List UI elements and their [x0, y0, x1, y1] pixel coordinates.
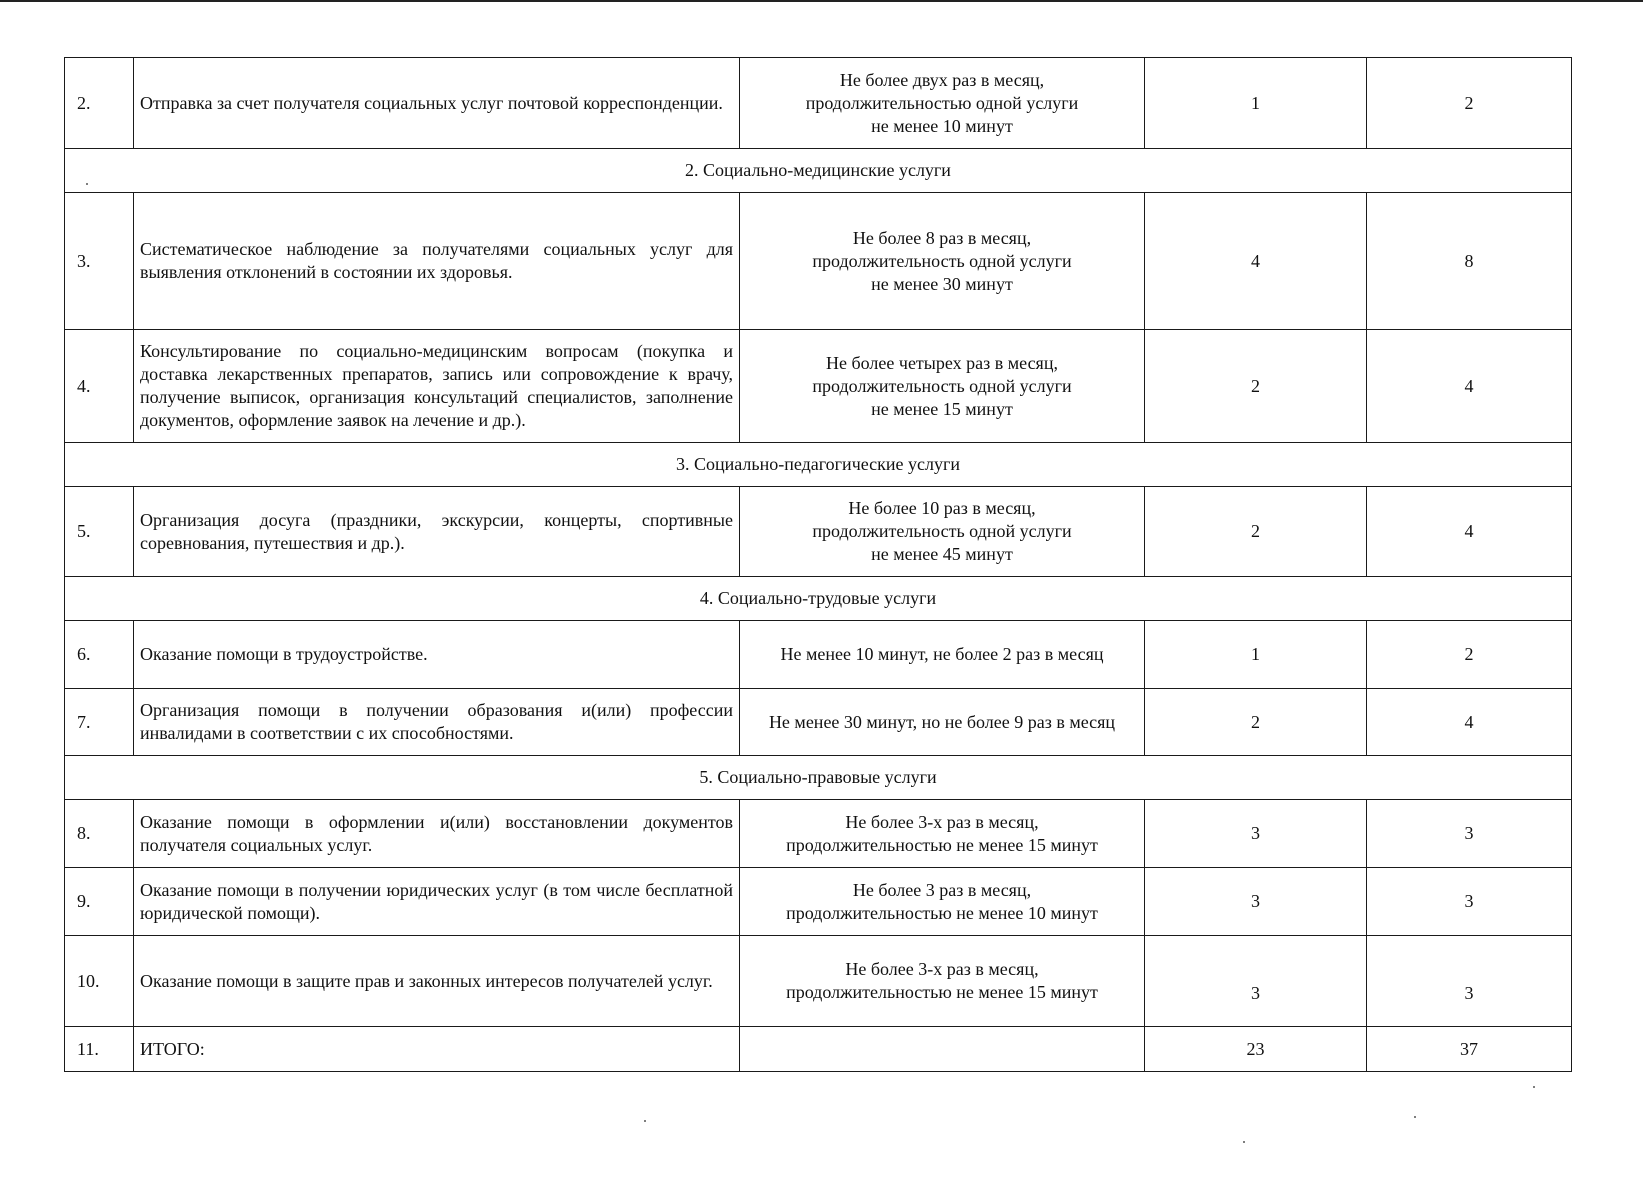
service-name: Оказание помощи в оформлении и(или) восстановлении документов получателя социальных услуг. — [134, 800, 740, 868]
value-col-a: 2 — [1145, 330, 1367, 443]
scan-speck — [1414, 1116, 1416, 1118]
total-label: ИТОГО: — [134, 1027, 740, 1072]
service-name: Организация помощи в получении образования и(или) профессии инвалидами в соответствии с их способностями. — [134, 689, 740, 756]
service-frequency — [740, 936, 1145, 1027]
row-number: 2. — [65, 58, 134, 149]
value-col-b: 2 — [1367, 621, 1572, 689]
frequency-line: Не более 3-х раз в месяц, — [845, 811, 1039, 832]
row-number: 3. — [65, 193, 134, 330]
frequency-line: не менее 10 минут — [871, 115, 1013, 136]
frequency-line: продолжительность одной услуги — [812, 250, 1072, 271]
section-heading: 3. Социально-педагогические услуги — [65, 443, 1572, 487]
row-number: 7. — [65, 689, 134, 756]
value-col-a: 3 — [1145, 800, 1367, 868]
frequency-line: Не более четырех раз в месяц, — [826, 352, 1058, 373]
row-number: 10. — [65, 936, 134, 1027]
total-col-a: 23 — [1145, 1027, 1367, 1072]
frequency-line: продолжительность одной услуги — [812, 521, 1072, 541]
scan-speck — [86, 183, 88, 185]
scan-speck — [1533, 1086, 1535, 1088]
table-row — [65, 330, 1572, 443]
value-col-b: 3 — [1367, 800, 1572, 868]
scan-speck — [644, 1120, 646, 1122]
scan-speck — [1243, 1141, 1245, 1143]
value-col-a: 4 — [1145, 193, 1367, 330]
table-row — [65, 487, 1572, 577]
value-col-b: 8 — [1367, 193, 1572, 330]
table-row — [65, 800, 1572, 868]
row-number: 9. — [65, 868, 134, 936]
service-frequency — [740, 487, 1145, 577]
service-frequency — [740, 193, 1145, 330]
total-col-b: 37 — [1367, 1027, 1572, 1072]
value-col-a: 2 — [1145, 689, 1367, 756]
row-number: 8. — [65, 800, 134, 868]
service-frequency — [740, 58, 1145, 149]
frequency-line: не менее 15 минут — [871, 398, 1013, 419]
section-row — [65, 756, 1572, 800]
row-number: 4. — [65, 330, 134, 443]
service-frequency — [740, 330, 1145, 443]
value-col-b: 4 — [1367, 487, 1572, 577]
row-number: 11. — [65, 1027, 134, 1072]
service-name: Оказание помощи в трудоустройстве. — [134, 621, 740, 689]
table-row — [65, 1027, 1572, 1072]
value-col-b: 2 — [1367, 58, 1572, 149]
frequency-line: Не менее 10 минут, не более 2 раз в месяц — [780, 644, 1104, 664]
service-frequency — [740, 1027, 1145, 1072]
service-name: Консультирование по социально-медицинским вопросам (покупка и доставка лекарственных препаратов, запись или сопровождение к врачу, получение выписок, организация консультаций специалистов, заполнение документов, оформление заявок на лечение и др.). — [134, 330, 740, 443]
table-row — [65, 689, 1572, 756]
table-row — [65, 621, 1572, 689]
value-col-a: 3 — [1145, 868, 1367, 936]
value-col-a: 3 — [1145, 936, 1367, 1027]
frequency-line: Не более 3 раз в месяц, — [852, 879, 1032, 900]
value-col-a: 1 — [1145, 58, 1367, 149]
service-name: Организация досуга (праздники, экскурсии, концерты, спортивные соревнования, путешествия и др.). — [134, 487, 740, 577]
table-row — [65, 58, 1572, 149]
page-top-rule — [0, 0, 1643, 2]
frequency-line: Не более двух раз в месяц, — [839, 69, 1045, 90]
row-number: 6. — [65, 621, 134, 689]
frequency-line: продолжительностью не менее 15 минут — [786, 834, 1098, 855]
table-row — [65, 193, 1572, 330]
value-col-b: 4 — [1367, 689, 1572, 756]
frequency-line: не менее 30 минут — [871, 273, 1013, 294]
services-table — [64, 57, 1572, 1072]
service-name: Оказание помощи в получении юридических услуг (в том числе бесплатной юридической помощи). — [134, 868, 740, 936]
value-col-a: 2 — [1145, 487, 1367, 577]
table-row — [65, 936, 1572, 1027]
section-row — [65, 149, 1572, 193]
frequency-line: Не более 3-х раз в месяц, — [845, 959, 1039, 979]
frequency-line: продолжительностью одной услуги — [805, 92, 1079, 113]
section-row — [65, 443, 1572, 487]
frequency-line: продолжительностью не менее 15 минут — [786, 982, 1098, 1002]
section-heading: 4. Социально-трудовые услуги — [65, 577, 1572, 621]
frequency-line: не менее 45 минут — [871, 544, 1013, 564]
service-name: Оказание помощи в защите прав и законных интересов получателей услуг. — [134, 936, 740, 1027]
section-heading: 5. Социально-правовые услуги — [65, 756, 1572, 800]
table-row — [65, 868, 1572, 936]
value-col-a: 1 — [1145, 621, 1367, 689]
frequency-line: Не менее 30 минут, но не более 9 раз в месяц — [768, 711, 1116, 732]
frequency-line: Не более 10 раз в месяц, — [848, 498, 1036, 518]
service-name: Отправка за счет получателя социальных услуг почтовой корреспонденции. — [134, 58, 740, 149]
frequency-line: продолжительность одной услуги — [812, 375, 1072, 396]
value-col-b: 3 — [1367, 868, 1572, 936]
service-frequency — [740, 868, 1145, 936]
service-frequency — [740, 800, 1145, 868]
value-col-b: 3 — [1367, 936, 1572, 1027]
service-name: Систематическое наблюдение за получателями социальных услуг для выявления отклонений в состоянии их здоровья. — [134, 193, 740, 330]
section-heading: 2. Социально-медицинские услуги — [65, 149, 1572, 193]
row-number: 5. — [65, 487, 134, 577]
service-frequency — [740, 621, 1145, 689]
service-frequency — [740, 689, 1145, 756]
section-row — [65, 577, 1572, 621]
frequency-line: продолжительностью не менее 10 минут — [786, 902, 1098, 923]
value-col-b: 4 — [1367, 330, 1572, 443]
frequency-line: Не более 8 раз в месяц, — [852, 227, 1032, 248]
